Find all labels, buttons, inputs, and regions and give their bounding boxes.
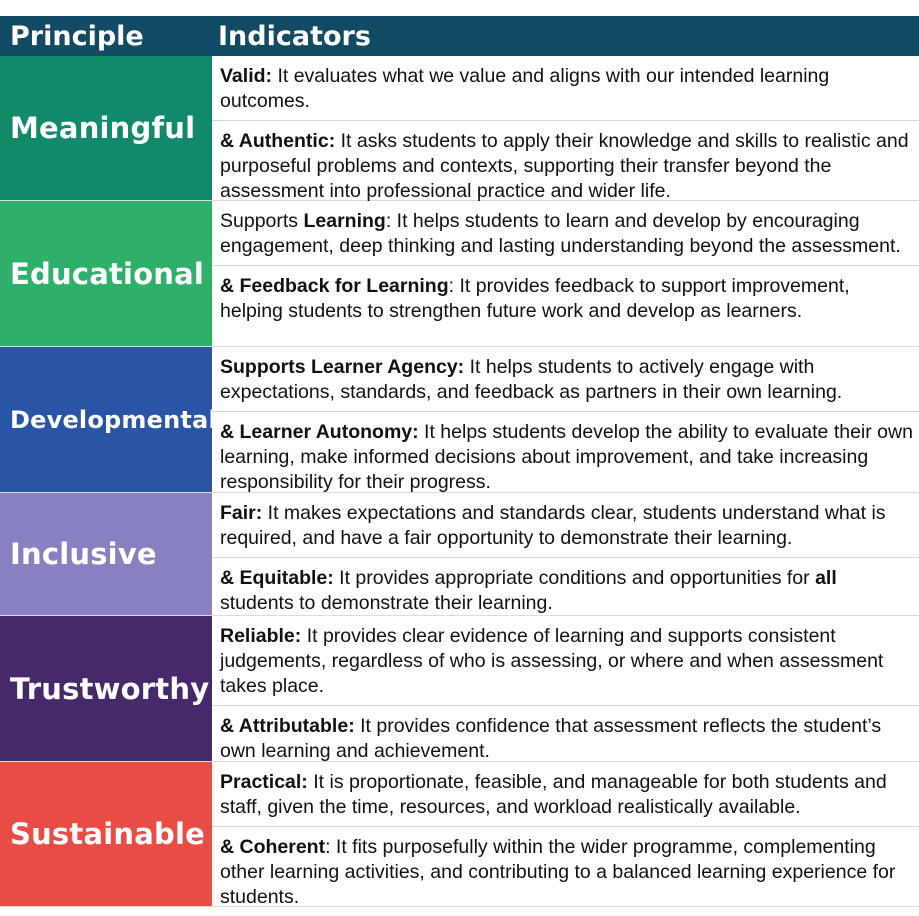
indicator-item xyxy=(212,705,919,770)
indicator-description: It asks students to apply their knowledge and skills to realistic and purposeful problems and contexts, supporting their transfer beyond the assessment into professional practice and wider life. xyxy=(220,130,909,202)
table-row xyxy=(0,762,919,907)
indicator-item xyxy=(212,616,919,705)
indicator-item xyxy=(212,56,919,120)
indicator-term: & Attributable: xyxy=(220,715,355,737)
indicator-term: Supports Learner Agency: xyxy=(220,356,465,378)
table-row xyxy=(0,201,919,347)
indicator-term: & Authentic: xyxy=(220,130,336,152)
indicator-item xyxy=(212,201,919,265)
indicator-term: & Coherent xyxy=(220,836,326,858)
indicator-emphasis: all xyxy=(815,567,837,589)
indicators-cell xyxy=(212,616,919,761)
indicators-cell xyxy=(212,347,919,492)
principle-column-header: Principle xyxy=(10,20,144,52)
indicator-description: : It provides feedback to support improvement, helping students to strengthen future work and develop as learners. xyxy=(220,275,850,322)
indicator-item xyxy=(212,120,919,210)
indicator-term: & Feedback for Learning xyxy=(220,275,449,297)
indicator-item xyxy=(212,557,919,622)
indicator-item xyxy=(212,493,919,557)
table-row xyxy=(0,347,919,493)
indicator-term: Practical: xyxy=(220,771,308,793)
principle-cell-meaningful: Meaningful xyxy=(0,56,212,200)
indicator-item xyxy=(212,411,919,501)
principle-cell-developmental: Developmental xyxy=(0,347,212,492)
indicators-cell xyxy=(212,493,919,615)
table-row xyxy=(0,493,919,616)
indicator-description: It provides clear evidence of learning and supports consistent judgements, regardless of who is assessing, or where and when assessment takes place. xyxy=(220,625,884,697)
indicator-item xyxy=(212,265,919,330)
indicator-term: Valid: xyxy=(220,65,273,87)
indicator-item xyxy=(212,826,919,916)
indicator-term: Learning xyxy=(303,210,386,232)
indicator-description: It makes expectations and standards clear, students understand what is required, and have a fair opportunity to demonstrate their learning. xyxy=(220,502,886,549)
indicator-description: It evaluates what we value and aligns with our intended learning outcomes. xyxy=(220,65,830,112)
indicators-cell xyxy=(212,201,919,346)
indicator-item xyxy=(212,347,919,411)
table-header xyxy=(0,16,919,56)
indicator-description: It is proportionate, feasible, and manageable for both students and staff, given the time, resources, and workload realistically available. xyxy=(220,771,887,818)
table-row xyxy=(0,616,919,762)
indicators-cell xyxy=(212,56,919,200)
principles-table xyxy=(0,16,919,907)
indicator-term: Reliable: xyxy=(220,625,302,647)
indicator-description: It helps students to actively engage with expectations, standards, and feedback as partners in their own learning. xyxy=(220,356,843,403)
indicator-term: & Equitable: xyxy=(220,567,334,589)
indicators-cell xyxy=(212,762,919,906)
indicator-description: : It helps students to learn and develop by encouraging engagement, deep thinking and lasting understanding beyond the assessment. xyxy=(220,210,901,257)
indicator-description: It provides confidence that assessment reflects the student’s own learning and achievement. xyxy=(220,715,882,762)
indicator-description-end: students to demonstrate their learning. xyxy=(220,592,553,614)
indicator-description: It provides appropriate conditions and opportunities for xyxy=(333,567,816,589)
principle-cell-sustainable: Sustainable xyxy=(0,762,212,906)
indicator-term: Fair: xyxy=(220,502,263,524)
indicator-description: : It fits purposefully within the wider programme, complementing other learning activities, and contributing to a balanced learning experience for students. xyxy=(220,836,896,908)
principle-cell-trustworthy: Trustworthy xyxy=(0,616,212,761)
principle-cell-inclusive: Inclusive xyxy=(0,493,212,615)
table-row xyxy=(0,56,919,201)
indicators-column-header: Indicators xyxy=(218,20,371,52)
indicator-prefix: Supports xyxy=(220,210,304,232)
indicator-description: It helps students develop the ability to evaluate their own learning, make informed decisions about improvement, and take increasing responsibility for their progress. xyxy=(220,421,913,493)
principle-cell-educational: Educational xyxy=(0,201,212,346)
indicator-item xyxy=(212,762,919,826)
indicator-term: & Learner Autonomy: xyxy=(220,421,419,443)
